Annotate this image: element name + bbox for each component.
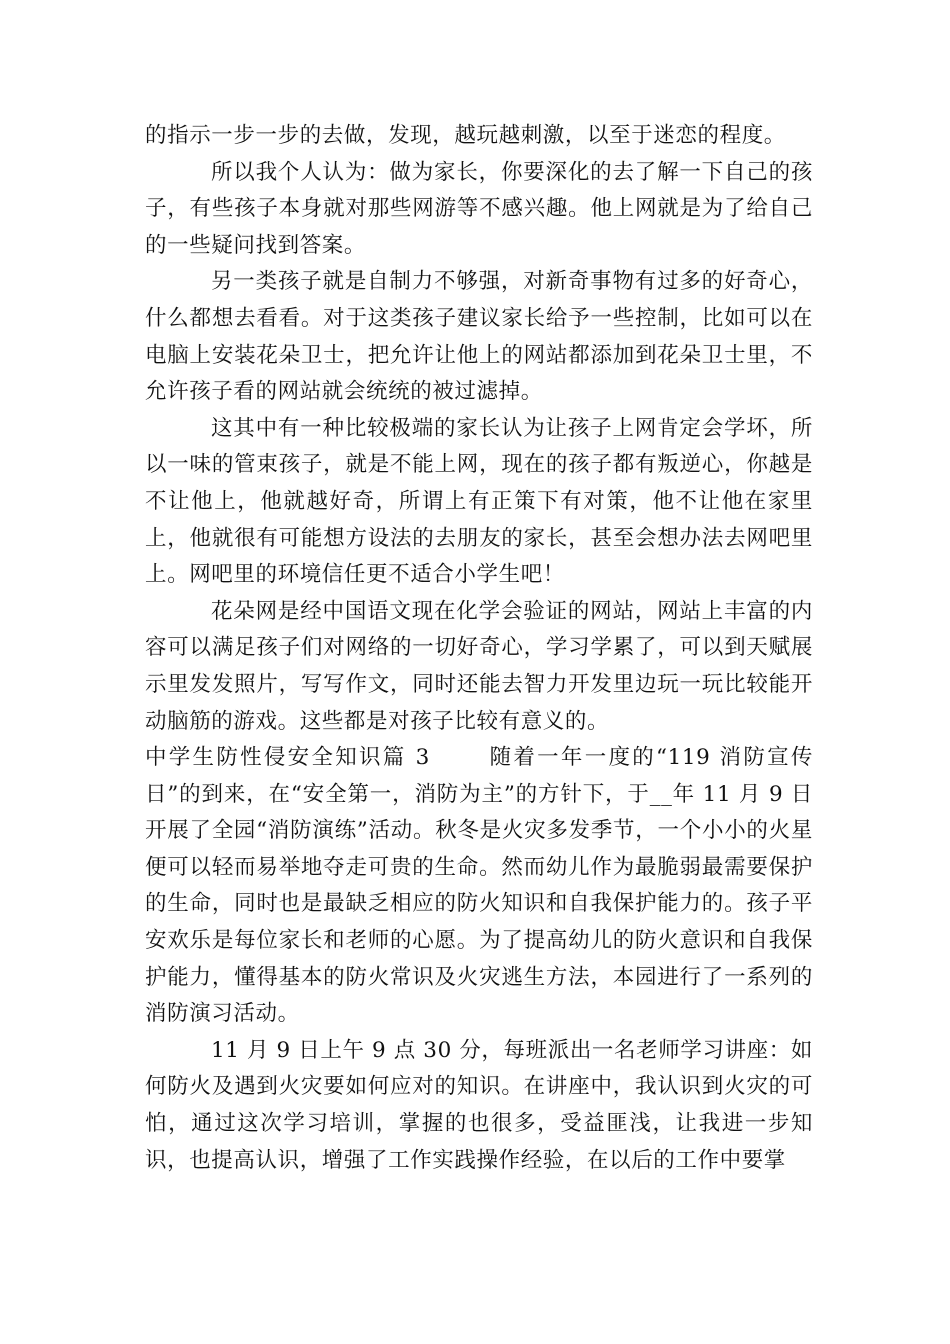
document-body (145, 118, 813, 1179)
section-text: 随着一年一度的“119 消防宣传日”的到来，在“安全第一，消防为主”的方针下，于__年 11 月 9 日开展了全园“消防演练”活动。秋冬是火灾多发季节，一个小小的火星便可以轻而易举地夺走可贵的生命。然而幼儿作为最脆弱最需要保护的生命，同时也是最缺乏相应的防火知识和自我保护能力的。孩子平安欢乐是每位家长和老师的心愿。为了提高幼儿的防火意识和自我保护能力，懂得基本的防火常识及火灾逃生方法，本园进行了一系列的消防演习活动。 (145, 745, 813, 1027)
paragraph-1: 的指示一步一步的去做，发现，越玩越刺激，以至于迷恋的程度。 (145, 123, 786, 148)
closing-paragraph: 11 月 9 日上午 9 点 30 分，每班派出一名老师学习讲座：如何防火及遇到火灾要如何应对的知识。在讲座中，我认识到火灾的可怕，通过这次学习培训，掌握的也很多，受益匪浅，让我进一步知识，也提高认识，增强了工作实践操作经验，在以后的工作中要掌 (145, 1037, 813, 1173)
section-heading: 中学生防性侵安全知识篇 3 (145, 745, 430, 771)
paragraph-5: 花朵网是经中国语文现在化学会验证的网站，网站上丰富的内容可以满足孩子们对网络的一切好奇心，学习学累了，可以到天赋展示里发发照片，写写作文，同时还能去智力开发里边玩一玩比较能开动脑筋的游戏。这些都是对孩子比较有意义的。 (145, 598, 813, 734)
paragraph-4: 这其中有一种比较极端的家长认为让孩子上网肯定会学坏，所以一味的管束孩子，就是不能上网，现在的孩子都有叛逆心，你越是不让他上，他就越好奇，所谓上有正策下有对策，他不让他在家里上，他就很有可能想方设法的去朋友的家长，甚至会想办法去网吧里上。网吧里的环境信任更不适合小学生吧！ (145, 415, 813, 588)
paragraph-3: 另一类孩子就是自制力不够强，对新奇事物有过多的好奇心，什么都想去看看。对于这类孩子建议家长给予一些控制，比如可以在电脑上安装花朵卫士，把允许让他上的网站都添加到花朵卫士里，不允许孩子看的网站就会统统的被过滤掉。 (145, 269, 813, 405)
paragraph-2: 所以我个人认为：做为家长，你要深化的去了解一下自己的孩子，有些孩子本身就对那些网游等不感兴趣。他上网就是为了给自己的一些疑问找到答案。 (145, 159, 813, 258)
section-paragraph (145, 740, 813, 1033)
